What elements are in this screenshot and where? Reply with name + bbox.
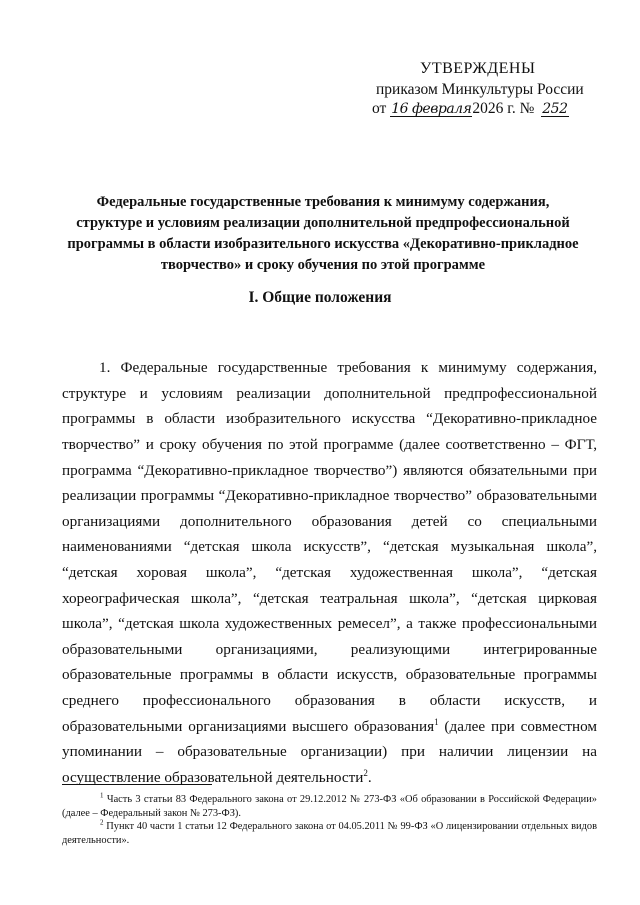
date-prefix: от [372, 100, 387, 117]
paragraph-1-text: 1. Федеральные государственные требования к минимуму содержания, структуре и условиям реализации дополнительной предпрофессиональной программы в области изобразительного искусства “Декоративно-прикладное творчество” и сроку обучения по этой программе (далее соответственно – ФГТ, программа “Декоративно-прикладное творчество”) являются обязательными при реализации программы “Декоративно-прикладное творчество” образовательными организациями дополнительного образования детей со специальными наименованиями “детская школа искусств”, “детская музыкальная школа”, “детская хоровая школа”, “детская художественная школа”, “детская хореографическая школа”, “детская театральная школа”, “детская цирковая школа”, “детская школа художественных ремесел”, а также профессиональными образовательными организациями, реализующими интегрированные образовательные программы в области искусств, образовательные программы среднего профессионального образования в области искусств, и образовательными организациями высшего образования [62, 359, 597, 735]
paragraph-1-text-cont: (далее при совместном упоминании – образовательные организации) при наличии лицензии на осуществление образовательной деятельности [62, 717, 597, 786]
paragraph-1-end: . [367, 768, 372, 786]
paragraph-1 [62, 355, 597, 790]
approval-title: УТВЕРЖДЕНЫ [420, 60, 536, 77]
section-heading: I. Общие положения [248, 289, 392, 306]
approval-block [0, 0, 640, 140]
approval-date-line [372, 100, 569, 118]
handwritten-date: 16 февраля [391, 101, 472, 117]
footnote-ref-1[interactable]: 1 [434, 716, 439, 727]
footnote-mark-1: 1 [100, 791, 104, 800]
footnotes [62, 793, 597, 847]
footnote-divider [62, 784, 212, 785]
approval-order: приказом Минкультуры России [376, 81, 584, 98]
footnote-ref-2[interactable]: 2 [363, 767, 368, 778]
footnote-mark-2: 2 [100, 818, 104, 827]
footnote-2-text: Пункт 40 части 1 статьи 12 Федерального закона от 04.05.2011 № 99-ФЗ «О лицензировании отдельных видов деятельности». [62, 821, 597, 846]
footnote-1 [62, 793, 597, 820]
footnote-2 [62, 820, 597, 847]
date-suffix: 2026 г. № [472, 100, 535, 117]
footnote-1-text: Часть 3 статьи 83 Федерального закона от 29.12.2012 № 273-ФЗ «Об образовании в Российской Федерации» (далее – Федеральный закон № 273-ФЗ). [62, 794, 597, 819]
document-title: Федеральные государственные требования к минимуму содержания, структуре и условиям реализации дополнительной предпрофессиональной программы в области изобразительного искусства «Декоративно-прикладное творчество» и сроку обучения по этой программе [67, 194, 579, 273]
handwritten-order-number: 252 [542, 101, 568, 117]
